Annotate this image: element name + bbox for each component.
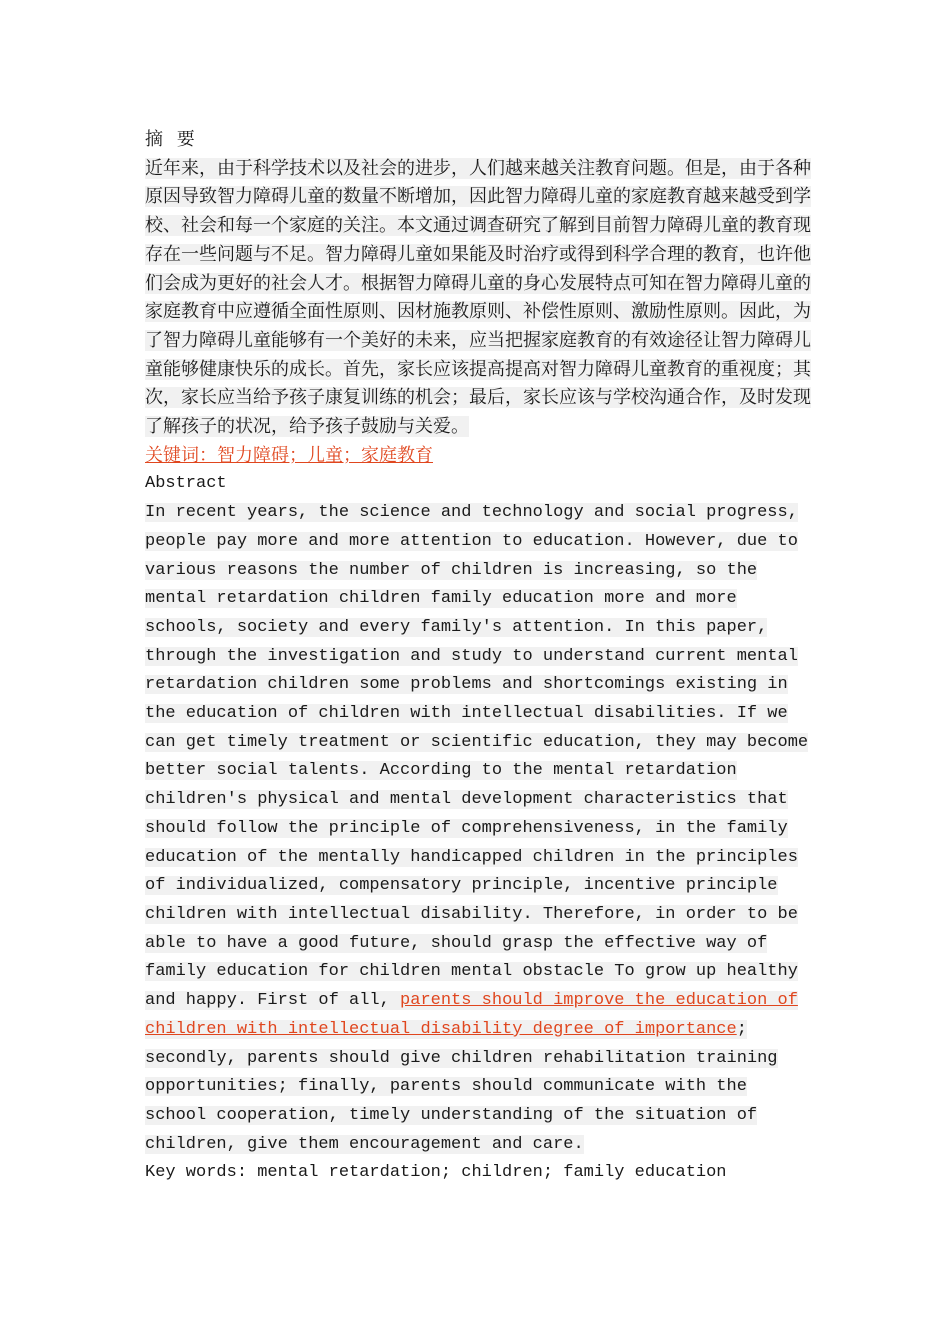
abstract-en-highlight-link[interactable]: parents should improve the education of children with intellectual disability degree of importance bbox=[145, 991, 798, 1039]
abstract-zh-body bbox=[145, 155, 815, 442]
abstract-zh-keywords[interactable] bbox=[145, 442, 815, 471]
abstract-en-body bbox=[145, 499, 815, 1159]
keywords-zh-link[interactable]: 关键词：智力障碍；儿童；家庭教育 bbox=[145, 444, 433, 466]
abstract-en-body-part2: ; secondly, parents should give children rehabilitation training opportunities; finally, parents should communicate with the school cooperation, timely understanding of the situation of children, give them encouragement and care. bbox=[145, 1019, 778, 1154]
abstract-zh-heading: 摘 要 bbox=[145, 129, 199, 150]
abstract-zh-body-text: 近年来，由于科学技术以及社会的进步，人们越来越关注教育问题。但是，由于各种原因导致智力障碍儿童的数量不断增加，因此智力障碍儿童的家庭教育越来越受到学校、社会和每一个家庭的关注。本文通过调查研究了解到目前智力障碍儿童的教育现存在一些问题与不足。智力障碍儿童如果能及时治疗或得到科学合理的教育，也许他们会成为更好的社会人才。根据智力障碍儿童的身心发展特点可知在智力障碍儿童的家庭教育中应遵循全面性原则、因材施教原则、补偿性原则、激励性原则。因此，为了智力障碍儿童能够有一个美好的未来，应当把握家庭教育的有效途径让智力障碍儿童能够健康快乐的成长。首先，家长应该提高提高对智力障碍儿童教育的重视度；其次，家长应当给予孩子康复训练的机会；最后，家长应该与学校沟通合作，及时发现了解孩子的状况，给予孩子鼓励与关爱。 bbox=[145, 157, 811, 438]
abstract-en-heading: Abstract bbox=[145, 474, 227, 494]
abstract-en-body-part1: In recent years, the science and technology and social progress, people pay more and more attention to education. However, due to various reasons the number of children is increasing, so the mental retardation children family education more and more schools, society and every family's attention. In this paper, through the investigation and study to understand current mental retardation children some problems and shortcomings existing in the education of children with intellectual disabilities. If we can get timely treatment or scientific education, they may become better social talents. According to the mental retardation children's physical and mental development characteristics that should follow the principle of comprehensiveness, in the family education of the mentally handicapped children in the principles of individualized, compensatory principle, incentive principle children with intellectual disability. Therefore, in order to be able to have a good future, should grasp the effective way of family education for children mental obstacle To grow up healthy and happy. First of all, bbox=[145, 503, 809, 1011]
document-page bbox=[145, 126, 815, 1188]
abstract-en-keywords: Key words: mental retardation; children; family education bbox=[145, 1163, 727, 1183]
